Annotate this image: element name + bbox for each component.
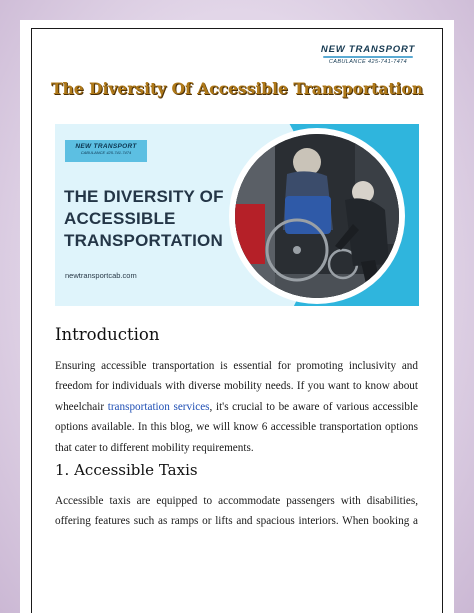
intro-paragraph	[55, 356, 418, 458]
logo-swoosh	[323, 56, 413, 58]
paragraph-line: freedom for individuals with diverse mobility needs. If you want to know about	[55, 380, 418, 393]
company-logo	[316, 44, 420, 65]
wheelchair-van-photo	[235, 134, 399, 298]
banner-logo-brand: NEW TRANSPORT	[75, 143, 137, 150]
paragraph-line	[55, 397, 418, 417]
paragraph-line: options available. In this blog, we will know 6 accessible transportation options	[55, 421, 418, 434]
paragraph-line: offering features such as ramps or lifts and spacious interiors. When booking a	[55, 515, 418, 528]
document-title: The Diversity Of Accessible Transportation	[50, 79, 424, 98]
banner-image	[55, 124, 419, 306]
paragraph-text: , it's crucial to be aware of various accessible	[209, 400, 418, 413]
logo-brand: NEW TRANSPORT	[320, 44, 416, 55]
paragraph-line: that cater to different mobility requirements.	[55, 441, 254, 454]
section-heading-introduction: Introduction	[55, 325, 160, 344]
paragraph-line: Accessible taxis are equipped to accommodate passengers with disabilities,	[55, 495, 418, 507]
banner-headline-line: ACCESSIBLE	[64, 209, 176, 228]
banner-logo-subtitle: CABULANCE 425-741-7474	[80, 150, 132, 155]
banner-website: newtransportcab.com	[65, 271, 137, 280]
logo-subtitle: CABULANCE 425-741-7474	[328, 59, 408, 65]
transportation-services-link[interactable]: transportation services	[107, 400, 210, 413]
banner-logo	[65, 140, 147, 162]
section-heading-accessible-taxis: 1. Accessible Taxis	[55, 461, 198, 479]
photo-illustration	[235, 134, 399, 298]
banner-headline-line: THE DIVERSITY OF	[64, 187, 224, 206]
paragraph-text: wheelchair	[55, 400, 108, 413]
taxis-paragraph	[55, 491, 418, 532]
paragraph-line: Ensuring accessible transportation is essential for promoting inclusivity and	[55, 360, 418, 372]
banner-headline-line: TRANSPORTATION	[64, 231, 223, 250]
